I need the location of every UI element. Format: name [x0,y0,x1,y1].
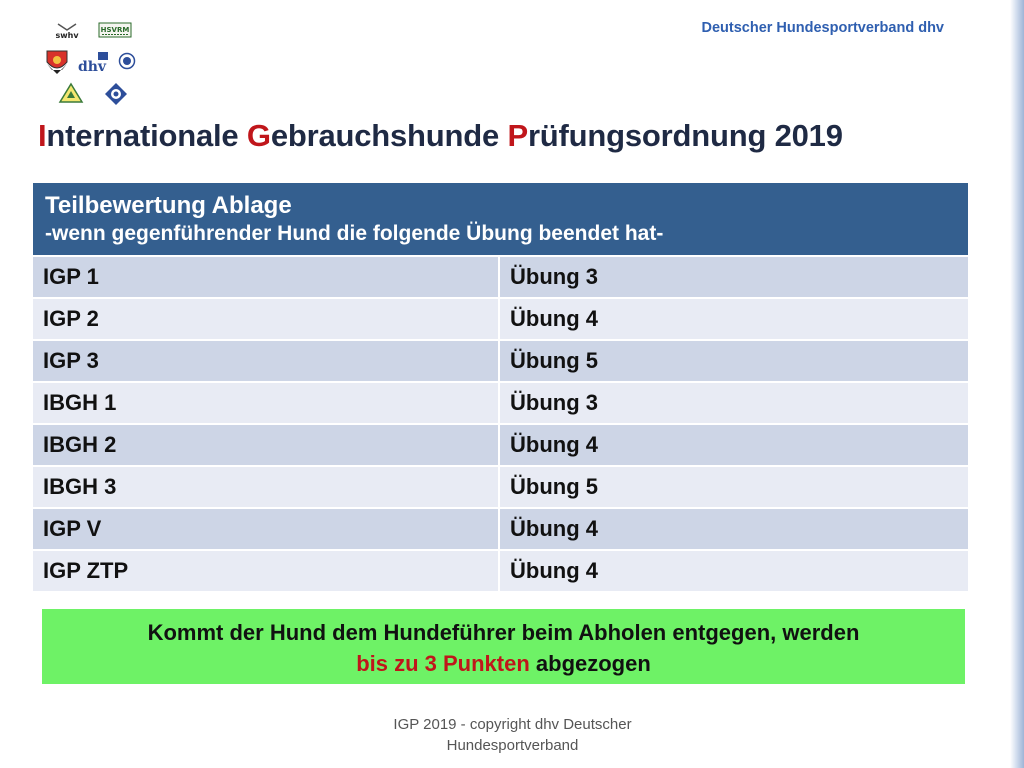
exercise-cell: Übung 4 [500,549,968,591]
title-initial-g: G [246,118,271,153]
footer-line-1: IGP 2019 - copyright dhv Deutscher [393,716,632,733]
exam-cell: IGP V [33,507,500,549]
title-initial-i: I [38,118,47,153]
exam-cell: IGP 2 [33,297,500,339]
hsvrm-logo-text: HSVRM [100,26,130,34]
table-row [33,423,968,465]
association-logos [40,18,140,110]
blue-round-logo [118,52,136,75]
exam-cell: IBGH 2 [33,423,500,465]
exercise-cell: Übung 3 [500,381,968,423]
dhv-logo-text: dhv [78,59,107,75]
table-row [33,255,968,297]
table-row [33,507,968,549]
notice-highlight: bis zu 3 Punkten [356,651,530,676]
exercise-cell: Übung 3 [500,255,968,297]
table-row [33,549,968,591]
swhv-logo-text: swhv [55,31,79,40]
exercise-cell: Übung 5 [500,465,968,507]
title-word-1: nternationale [46,118,247,153]
hsvrm-logo [98,22,132,43]
notice-line-1: Kommt der Hund dem Hundeführer beim Abholen entgegen, werden [147,620,860,645]
ablage-table [33,183,968,591]
exam-cell: IGP ZTP [33,549,500,591]
shield-logo [44,48,70,81]
table-subheading: -wenn gegenführender Hund die folgende Übung beendet hat- [45,222,664,245]
organization-name: Deutscher Hundesportverband dhv [701,20,944,36]
decorative-right-bar [1010,0,1024,768]
title-word-2: ebrauchshunde [270,118,508,153]
exercise-cell: Übung 4 [500,507,968,549]
table-row [33,297,968,339]
penalty-notice [42,609,965,684]
exam-cell: IBGH 1 [33,381,500,423]
table-heading: Teilbewertung Ablage [45,192,292,219]
exam-cell: IGP 1 [33,255,500,297]
title-word-3: rüfungsordnung 2019 [527,118,843,153]
swhv-logo [52,22,82,45]
title-initial-p: P [507,118,528,153]
table-row [33,339,968,381]
footer-line-2: Hundesportverband [446,737,579,754]
table-row [33,381,968,423]
notice-line-2 [42,648,965,679]
notice-tail: abgezogen [529,651,651,676]
exercise-cell: Übung 4 [500,423,968,465]
footer-copyright [360,714,665,756]
page-title [38,118,843,154]
triangle-logo [58,82,84,109]
diamond-logo [104,82,128,111]
exercise-cell: Übung 5 [500,339,968,381]
exam-cell: IGP 3 [33,339,500,381]
dhv-logo [78,50,110,81]
table-header [33,183,968,255]
exercise-cell: Übung 4 [500,297,968,339]
table-row [33,465,968,507]
exam-cell: IBGH 3 [33,465,500,507]
